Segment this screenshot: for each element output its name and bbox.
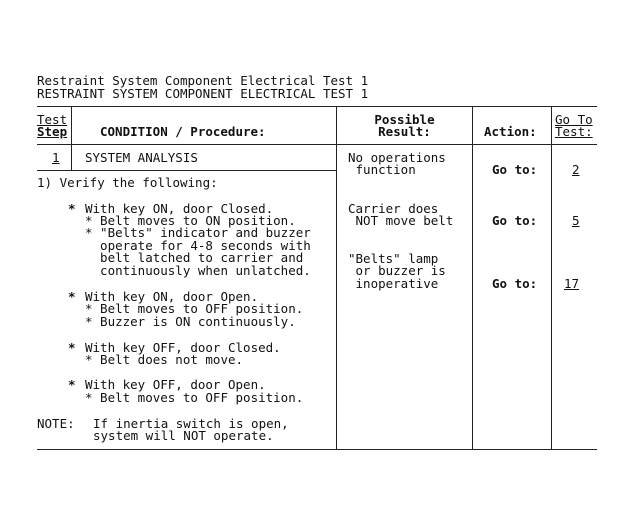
condition-sub: * Belt moves to OFF position. [85,301,304,316]
condition-sub: * "Belts" indicator and buzzer [85,225,311,240]
condition-main: With key ON, door Closed. [85,201,274,216]
action-goto: Go to: [492,276,538,291]
document-title-uppercase: RESTRAINT SYSTEM COMPONENT ELECTRICAL TEST 1 [37,86,369,101]
goto-test-link[interactable]: 17 [564,276,580,291]
condition-sub: * Belt does not move. [85,352,244,367]
condition-sub: operate for 4-8 seconds with [85,238,311,253]
result-text: "Belts" lamp [348,251,439,266]
condition-sub: continuously when unlatched. [85,263,311,278]
goto-test-link[interactable]: 5 [572,213,580,228]
condition-main: With key OFF, door Open. [85,377,266,392]
table-bottom-border [37,449,597,450]
condition-bullet: * [68,340,76,355]
result-text: function [348,162,416,177]
action-goto: Go to: [492,213,538,228]
header-goto-line1: Go To [555,112,593,127]
condition-sub: * Belt moves to ON position. [85,213,296,228]
note-line2: system will NOT operate. [93,428,274,443]
condition-main: With key OFF, door Closed. [85,340,281,355]
goto-test-link[interactable]: 2 [572,162,580,177]
step-title-border [37,170,336,171]
step-number: 1 [52,150,60,165]
header-result: Result: [378,124,431,139]
condition-bullet: * [68,377,76,392]
header-bottom-border [37,144,597,145]
verify-heading: 1) Verify the following: [37,175,218,190]
result-text: NOT move belt [348,213,454,228]
condition-sub: belt latched to carrier and [85,250,304,265]
action-goto: Go to: [492,162,538,177]
condition-bullet: * [68,289,76,304]
step-title: SYSTEM ANALYSIS [85,150,198,165]
header-possible: Possible [374,112,435,127]
condition-sub: * Belt moves to OFF position. [85,390,304,405]
step-column-divider [71,106,72,170]
header-goto-line2: Test: [555,124,593,139]
header-test-step-line1: Test [37,112,68,127]
note-line1: If inertia switch is open, [93,416,289,431]
note-label: NOTE: [37,416,75,431]
result-text: No operations [348,150,446,165]
result-column-divider [472,106,473,449]
condition-main: With key ON, door Open. [85,289,259,304]
document-title: Restraint System Component Electrical Test 1 [37,73,369,88]
result-text: inoperative [348,276,439,291]
result-text: Carrier does [348,201,439,216]
result-text: or buzzer is [348,263,446,278]
table-top-border [37,106,597,107]
header-test-step-line2: Step [37,124,68,139]
condition-column-divider [336,106,337,449]
condition-sub: * Buzzer is ON continuously. [85,314,296,329]
header-action: Action: [484,124,537,139]
condition-bullet: * [68,201,76,216]
header-condition: CONDITION / Procedure: [100,124,266,139]
action-column-divider [551,106,552,449]
